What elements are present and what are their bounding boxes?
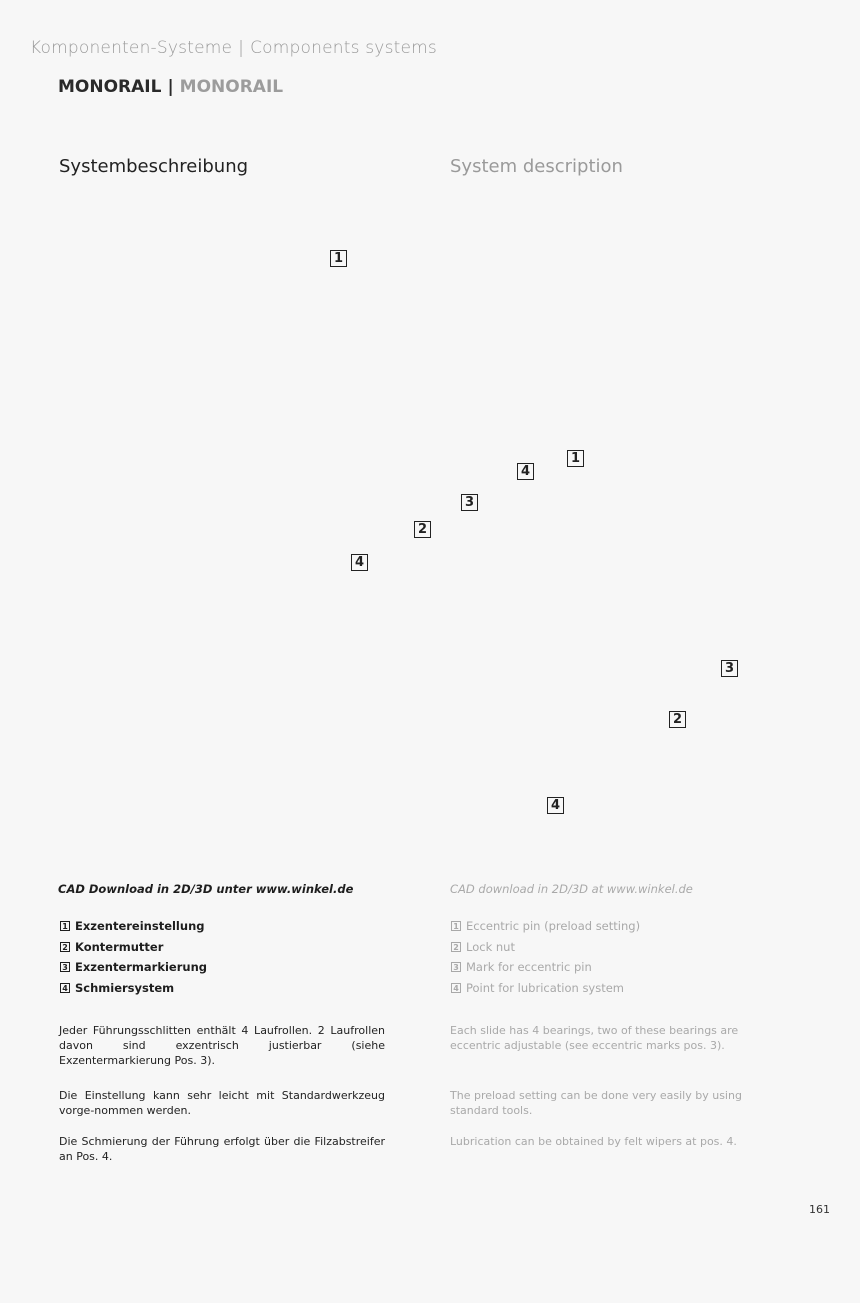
product-title-en: MONORAIL: [179, 77, 284, 97]
description-paragraph-en: The preload setting can be done very easily by using standard tools.: [450, 1089, 742, 1117]
legend-item: [60, 916, 207, 937]
legend-label: Mark for eccentric pin: [466, 960, 592, 975]
legend-de: [60, 916, 207, 998]
legend-number: 4: [451, 983, 461, 993]
callout-marker: 3: [461, 494, 478, 511]
section-heading-en: System description: [450, 156, 623, 177]
callout-marker: 4: [547, 797, 564, 814]
description-paragraph-de: Jeder Führungsschlitten enthält 4 Laufrollen. 2 Laufrollen davon sind exzentrisch justierbar (siehe Exzentermarkierung Pos. 3).: [59, 1024, 385, 1067]
legend-en: [451, 916, 640, 998]
callout-marker: 3: [721, 660, 738, 677]
legend-number: 2: [60, 942, 70, 952]
cad-download-en: CAD download in 2D/3D at www.winkel.de: [450, 882, 693, 896]
legend-item: [60, 957, 207, 978]
legend-number: 3: [60, 962, 70, 972]
description-paragraph-de: Die Einstellung kann sehr leicht mit Standardwerkzeug vorge-nommen werden.: [59, 1089, 385, 1117]
callout-marker: 2: [414, 521, 431, 538]
chapter-title-en: Components systems: [250, 38, 437, 58]
legend-item: [451, 937, 640, 958]
callout-marker: 2: [669, 711, 686, 728]
chapter-title-de: Komponenten-Systeme: [30, 38, 233, 58]
legend-label: Schmiersystem: [75, 980, 175, 995]
legend-label: Kontermutter: [75, 939, 164, 954]
legend-item: [60, 937, 207, 958]
cad-download-de: CAD Download in 2D/3D unter www.winkel.de: [58, 882, 354, 896]
legend-number: 4: [60, 983, 70, 993]
description-paragraph-en: Lubrication can be obtained by felt wipers at pos. 4.: [450, 1135, 737, 1148]
chapter-title-separator: |: [238, 38, 245, 58]
legend-item: [451, 957, 640, 978]
section-heading-de: Systembeschreibung: [59, 156, 249, 177]
legend-label: Lock nut: [466, 939, 515, 954]
legend-item: [60, 978, 207, 999]
legend-number: 3: [451, 962, 461, 972]
description-paragraph-de: Die Schmierung der Führung erfolgt über die Filzabstreifer an Pos. 4.: [59, 1135, 385, 1163]
callout-marker: 4: [517, 463, 534, 480]
legend-label: Exzentereinstellung: [75, 919, 205, 934]
legend-label: Exzentermarkierung: [75, 960, 208, 975]
product-title-de: MONORAIL: [58, 77, 162, 97]
legend-label: Point for lubrication system: [466, 980, 625, 995]
product-title-separator: |: [167, 77, 174, 97]
callout-marker: 1: [330, 250, 347, 267]
callout-marker: 1: [567, 450, 584, 467]
legend-number: 1: [60, 921, 70, 931]
product-title: [58, 77, 283, 97]
description-paragraph-en: Each slide has 4 bearings, two of these bearings are eccentric adjustable (see eccentric marks pos. 3).: [450, 1024, 739, 1052]
legend-number: 1: [451, 921, 461, 931]
legend-label: Eccentric pin (preload setting): [466, 919, 641, 934]
legend-item: [451, 978, 640, 999]
chapter-title: [30, 38, 437, 58]
page-number: 161: [809, 1203, 830, 1216]
legend-item: [451, 916, 640, 937]
legend-number: 2: [451, 942, 461, 952]
callout-marker: 4: [351, 554, 368, 571]
